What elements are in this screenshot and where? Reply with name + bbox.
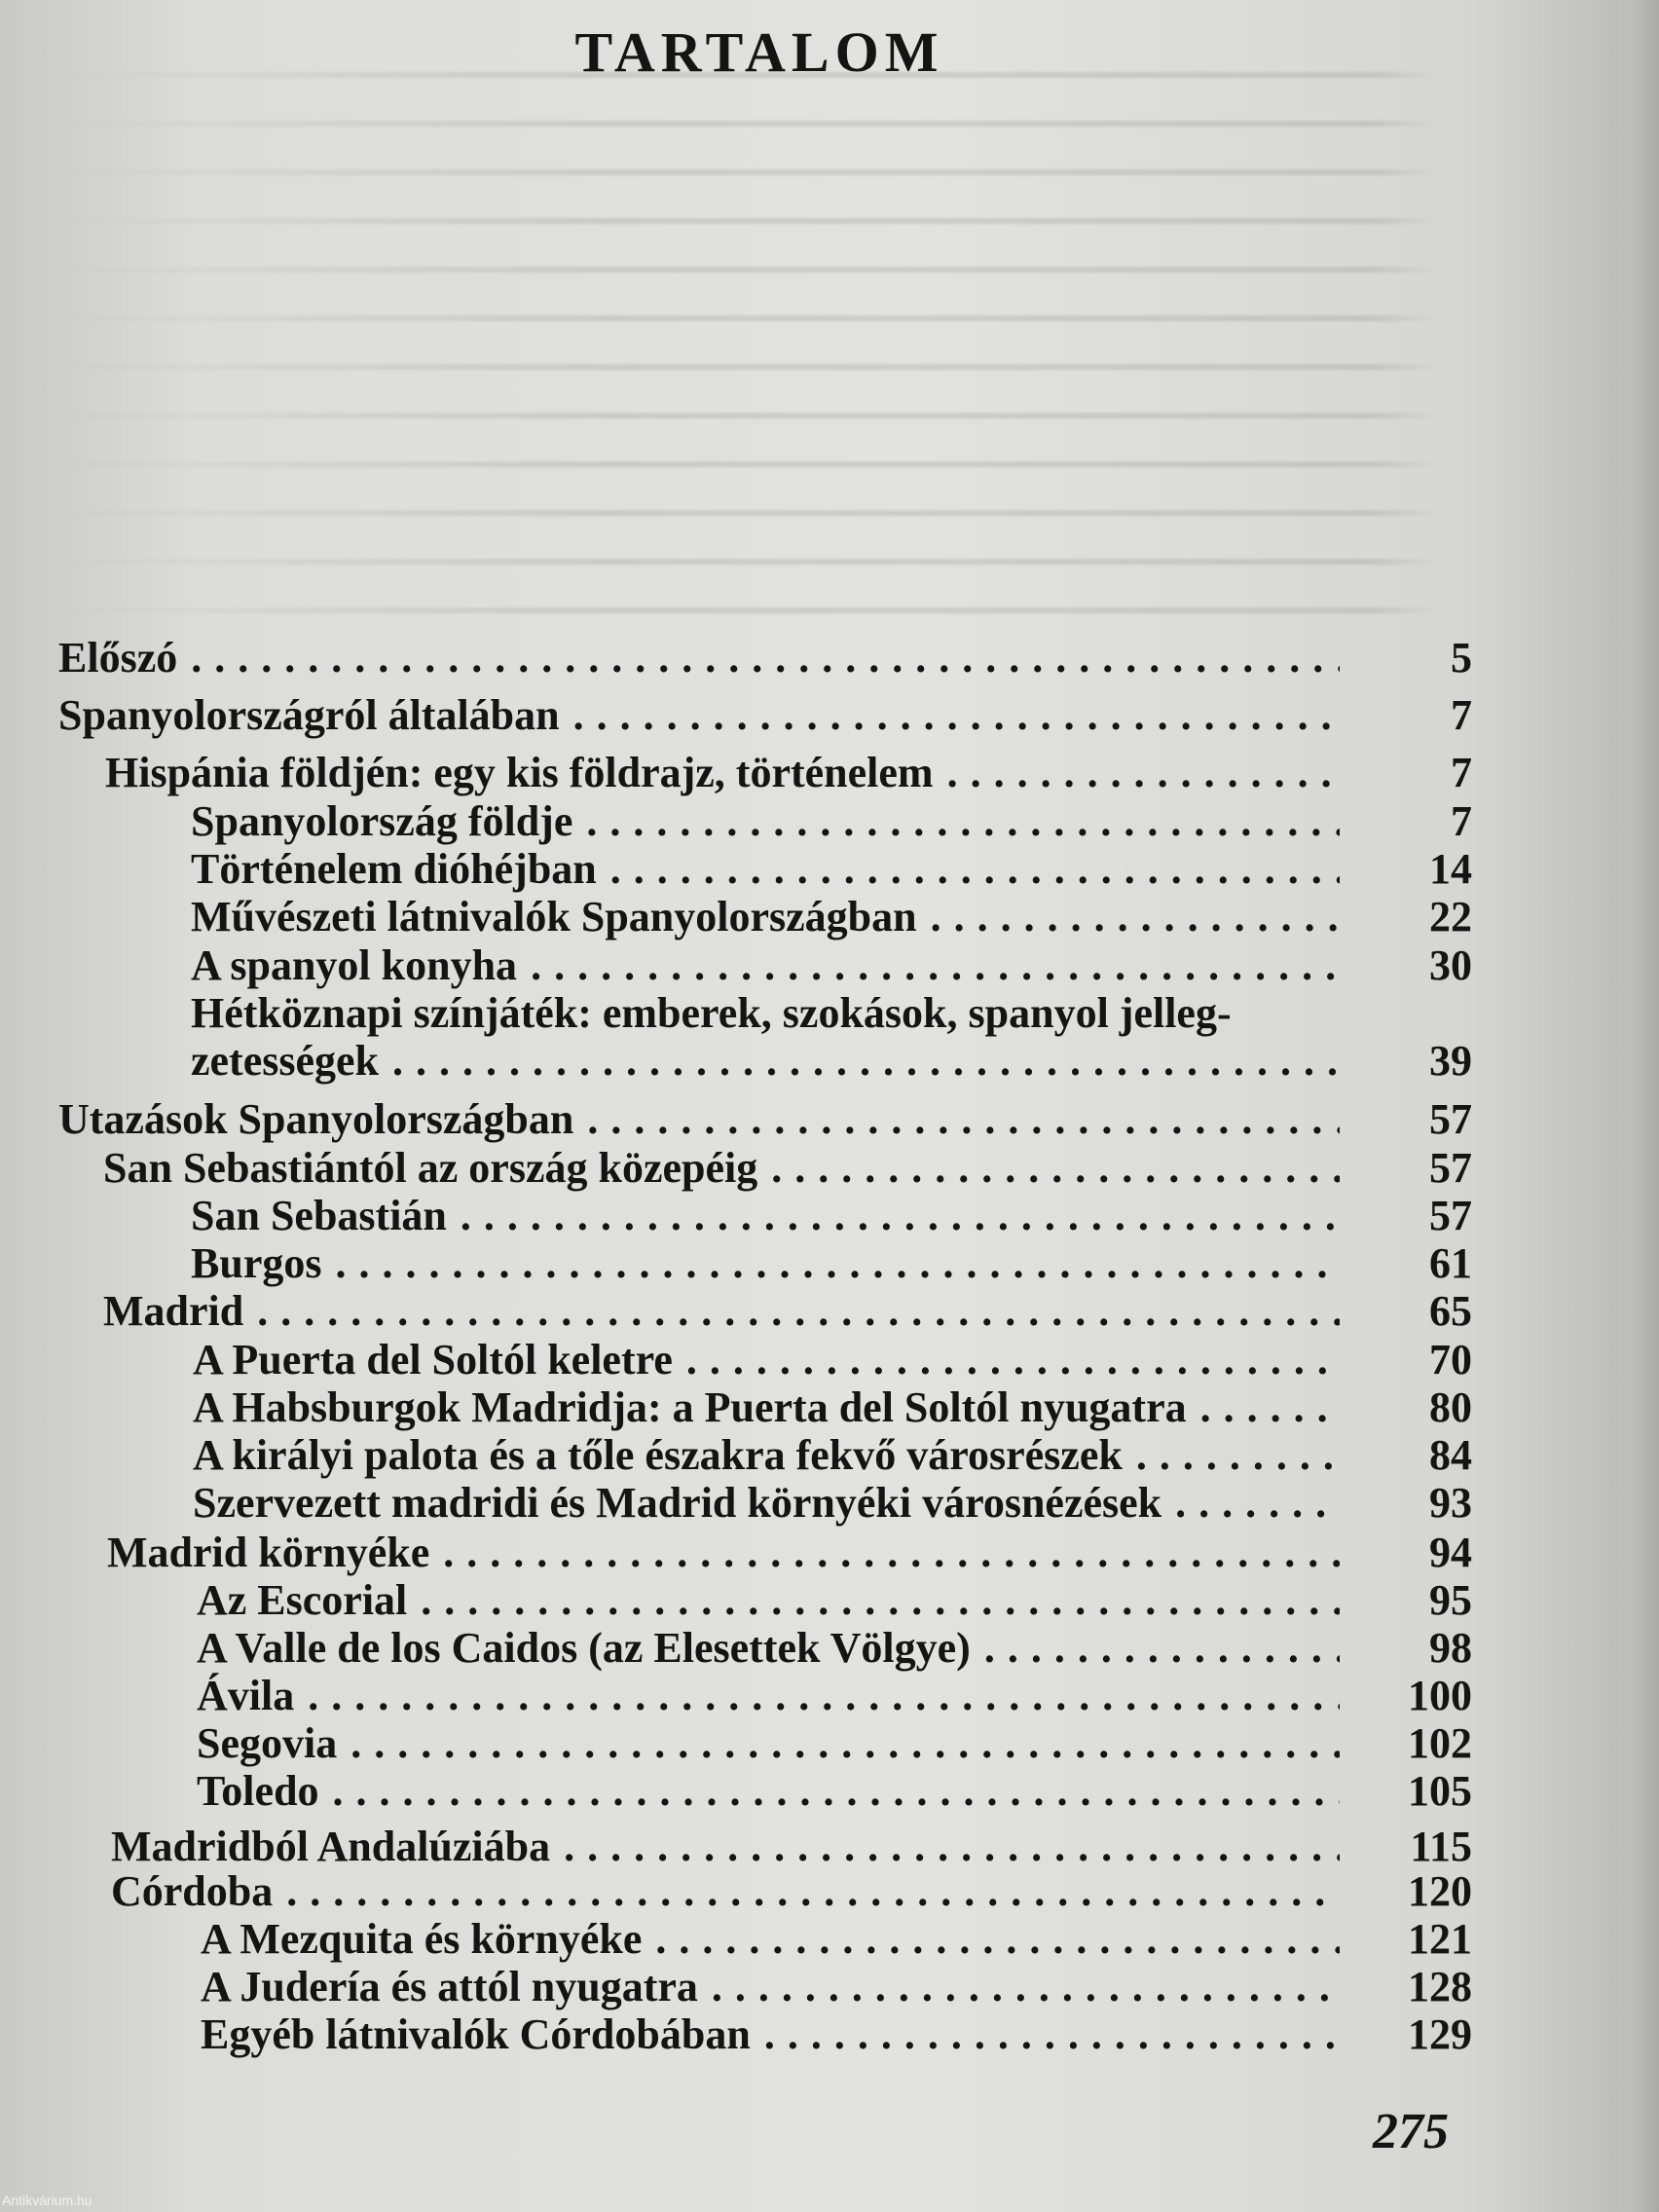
toc-entry-page: 94 xyxy=(1429,1529,1472,1576)
toc-entry-page: 121 xyxy=(1408,1915,1472,1963)
toc-entry-page: 129 xyxy=(1408,2010,1472,2058)
toc-entry xyxy=(191,893,1472,940)
leader-dots xyxy=(573,692,1340,739)
leader-dots xyxy=(610,846,1340,893)
page-number: 275 xyxy=(1373,2104,1449,2159)
toc-entry-label: Toledo xyxy=(197,1767,319,1815)
leader-dots xyxy=(392,1038,1340,1085)
leader-dots xyxy=(531,942,1340,989)
toc-entry xyxy=(191,941,1472,989)
toc-entry-page: 80 xyxy=(1429,1383,1472,1431)
leader-dots xyxy=(947,750,1340,796)
toc-entry xyxy=(201,1963,1472,2010)
leader-dots xyxy=(461,1193,1340,1239)
toc-entry xyxy=(191,1037,1472,1085)
toc-entry-page: 70 xyxy=(1429,1336,1472,1383)
toc-entry-label: Az Escorial xyxy=(197,1576,408,1624)
toc-entry xyxy=(58,634,1472,682)
leader-dots xyxy=(712,1964,1340,2010)
leader-dots xyxy=(984,1625,1340,1672)
toc-entry-page: 7 xyxy=(1451,691,1472,739)
page-title: TARTALOM xyxy=(574,20,944,84)
toc-entry-page: 5 xyxy=(1451,634,1472,682)
leader-dots xyxy=(350,1720,1340,1767)
toc-entry-label: San Sebastiántól az ország közepéig xyxy=(103,1144,758,1192)
toc-entry xyxy=(193,1479,1472,1527)
toc-entry-label: Córdoba xyxy=(111,1867,274,1915)
toc-entry xyxy=(58,691,1472,739)
toc-entry xyxy=(201,1915,1472,1963)
toc-entry xyxy=(191,1239,1472,1287)
toc-entry-label: Madridból Andalúziába xyxy=(111,1823,551,1870)
toc-entry-label: A spanyol konyha xyxy=(191,941,518,989)
toc-entry-label: A Puerta del Soltól keletre xyxy=(193,1336,673,1383)
leader-dots xyxy=(257,1288,1340,1335)
toc-entry xyxy=(111,1823,1472,1870)
toc-entry xyxy=(191,797,1472,845)
toc-entry-label: Egyéb látnivalók Córdobában xyxy=(201,2010,751,2058)
toc-entry xyxy=(197,1767,1472,1815)
toc-entry xyxy=(103,1287,1472,1335)
toc-entry-page: 22 xyxy=(1429,893,1472,940)
toc-entry-label: A Mezquita és környéke xyxy=(201,1915,643,1963)
watermark: Antikvárium.hu xyxy=(2,2193,92,2208)
toc-entry xyxy=(197,1719,1472,1767)
toc-entry-page: 57 xyxy=(1429,1095,1472,1143)
toc-entry xyxy=(191,845,1472,893)
toc-entry-page: 57 xyxy=(1429,1144,1472,1192)
leader-dots xyxy=(443,1530,1340,1576)
toc-entry-label: A Valle de los Caidos (az Elesettek Völgye) xyxy=(197,1624,971,1672)
toc-entry-label: Ávila xyxy=(197,1672,295,1719)
toc-entry-page: 65 xyxy=(1429,1287,1472,1335)
leader-dots xyxy=(333,1768,1340,1815)
leader-dots xyxy=(308,1673,1340,1719)
toc-entry xyxy=(193,1383,1472,1431)
toc-entry-page: 7 xyxy=(1451,749,1472,796)
leader-dots xyxy=(1136,1432,1340,1479)
toc-entry xyxy=(197,1624,1472,1672)
leader-dots xyxy=(1175,1480,1340,1527)
toc-entry-page: 100 xyxy=(1408,1672,1472,1719)
toc-entry xyxy=(58,1095,1472,1143)
toc-entry-label: Történelem dióhéjban xyxy=(191,845,597,893)
toc-entry-page: 98 xyxy=(1429,1624,1472,1672)
toc-entry-label: A Judería és attól nyugatra xyxy=(201,1963,698,2010)
toc-entry-page: 57 xyxy=(1429,1192,1472,1239)
toc-entry-page: 14 xyxy=(1429,845,1472,893)
leader-dots xyxy=(335,1240,1340,1287)
leader-dots xyxy=(564,1824,1340,1870)
leader-dots xyxy=(587,1096,1340,1143)
leader-dots xyxy=(931,894,1340,940)
toc-entry xyxy=(191,1192,1472,1239)
toc-entry-label: A Habsburgok Madridja: a Puerta del Soltól nyugatra xyxy=(193,1383,1187,1431)
toc-entry xyxy=(201,2010,1472,2058)
toc-entry-label: Madrid xyxy=(103,1287,244,1335)
toc-entry-label: A királyi palota és a tőle északra fekvő városrészek xyxy=(193,1431,1123,1479)
toc-entry-page: 115 xyxy=(1410,1823,1472,1870)
toc-entry xyxy=(193,1431,1472,1479)
toc-entry-page: 102 xyxy=(1408,1719,1472,1767)
toc-entry-page: 39 xyxy=(1429,1037,1472,1085)
toc-entry xyxy=(197,1672,1472,1719)
toc-entry xyxy=(193,1336,1472,1383)
toc-entry-label: Művészeti látnivalók Spanyolországban xyxy=(191,893,917,940)
leader-dots xyxy=(771,1145,1340,1192)
toc-entry-label: Burgos xyxy=(191,1239,322,1287)
toc-entry-label: Előszó xyxy=(58,634,178,682)
toc-entry-label: San Sebastián xyxy=(191,1192,447,1239)
leader-dots xyxy=(191,635,1340,682)
toc-entry-page: 95 xyxy=(1429,1576,1472,1624)
toc-entry-label: Spanyolországról általában xyxy=(58,691,560,739)
toc-entry xyxy=(107,1529,1472,1576)
toc-entry xyxy=(111,1867,1472,1915)
leader-dots xyxy=(586,798,1340,845)
toc-entry-label: zetességek xyxy=(191,1037,380,1085)
leader-dots xyxy=(655,1916,1340,1963)
leader-dots xyxy=(764,2011,1340,2058)
leader-dots xyxy=(421,1577,1340,1624)
toc-entry-page: 61 xyxy=(1429,1239,1472,1287)
toc-entry-page: 30 xyxy=(1429,941,1472,989)
toc-entry-label: Hispánia földjén: egy kis földrajz, történelem xyxy=(105,749,934,796)
toc-entry xyxy=(103,1144,1472,1192)
toc-entry-page: 93 xyxy=(1429,1479,1472,1527)
toc-entry-page: 105 xyxy=(1408,1767,1472,1815)
toc-entry-page: 7 xyxy=(1451,797,1472,845)
toc-entry-label: Madrid környéke xyxy=(107,1529,430,1576)
leader-dots xyxy=(1200,1384,1340,1431)
toc-entry-page: 120 xyxy=(1408,1867,1472,1915)
toc-entry-page: 128 xyxy=(1408,1963,1472,2010)
leader-dots xyxy=(286,1868,1340,1915)
toc-entry-page: 84 xyxy=(1429,1431,1472,1479)
toc-entry-label: Utazások Spanyolországban xyxy=(58,1095,574,1143)
toc-entry-label: Segovia xyxy=(197,1719,338,1767)
toc-entry xyxy=(197,1576,1472,1624)
toc-entry-first-line: Hétköznapi színjáték: emberek, szokások, spanyol jelleg- xyxy=(191,989,1232,1037)
leader-dots xyxy=(686,1337,1340,1383)
toc-entry-label: Szervezett madridi és Madrid környéki városnézések xyxy=(193,1479,1162,1527)
toc-entry xyxy=(105,749,1472,796)
toc-entry-label: Spanyolország földje xyxy=(191,797,573,845)
